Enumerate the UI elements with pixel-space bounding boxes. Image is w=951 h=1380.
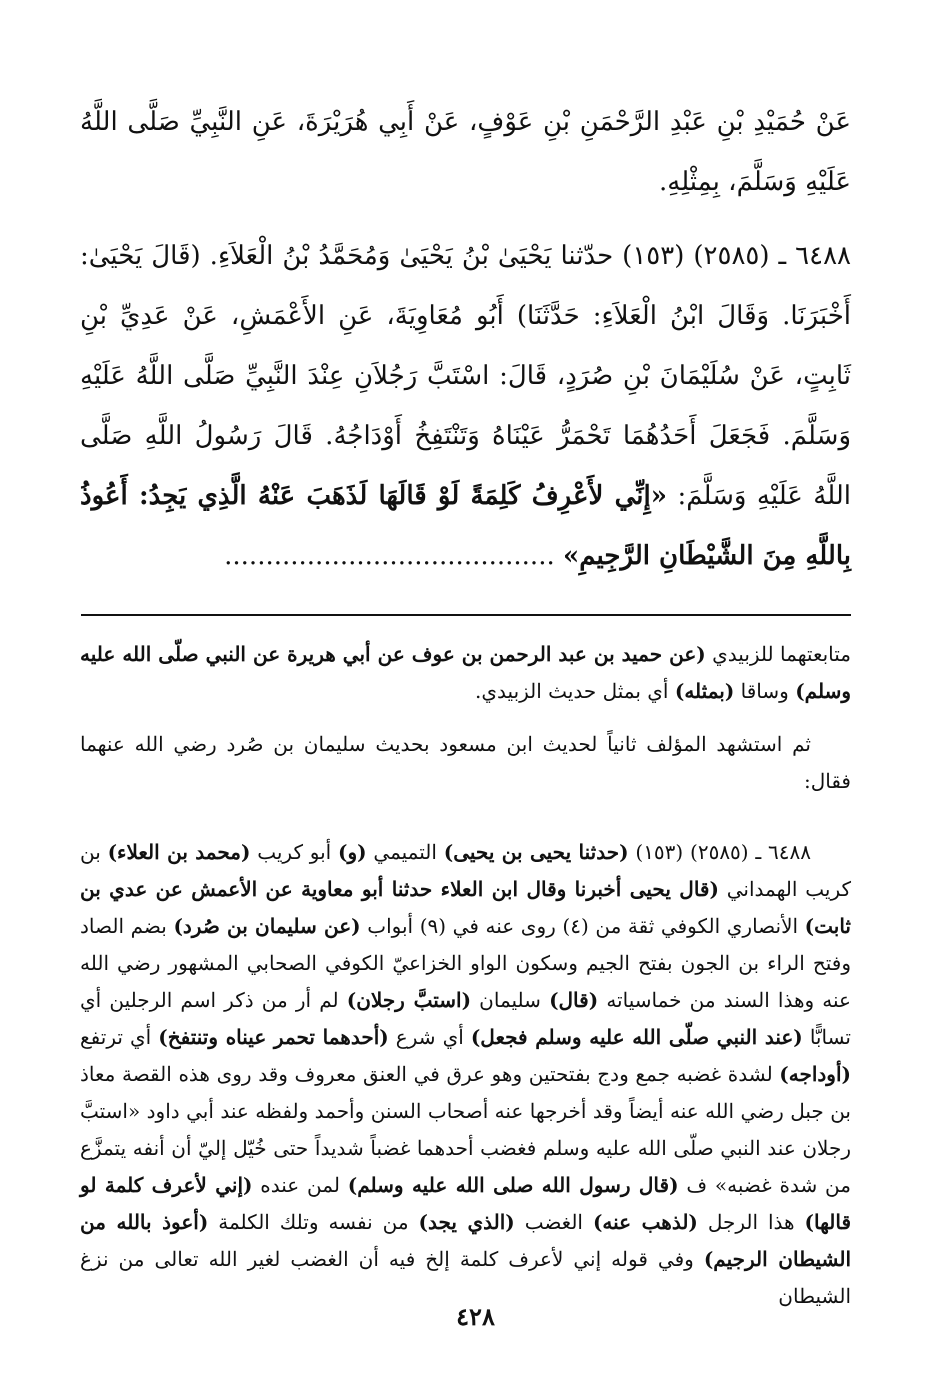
- p3-segment-18: أي ترتفع: [80, 1025, 159, 1049]
- hadith-line-1: عَنْ حُمَيْدِ بْنِ عَبْدِ الرَّحْمَنِ بْنِ عَوْفٍ، عَنْ أَبِي هُرَيْرَةَ، عَنِ النَّبِيِّ صَلَّى اللَّهُ عَلَيْهِ وَسَلَّمَ، بِمِثْلِهِ.: [80, 107, 851, 197]
- hadith-text: [80, 92, 851, 586]
- p3-segment-5: (محمد بن العلاء): [107, 840, 251, 864]
- p3-segment-2: التميمي: [366, 840, 444, 864]
- p1-segment-2: وساقا: [734, 679, 796, 703]
- p3-segment-26: الغضب: [514, 1210, 593, 1234]
- p3-segment-13: (استبَّ رجلان): [346, 988, 472, 1012]
- p3-segment-30: وفي قوله إني لأعرف كلمة إلخ فيه أن الغضب لغير الله تعالى من نزغ الشيطان: [80, 1247, 851, 1308]
- footnote-divider: [81, 614, 851, 616]
- p3-segment-17: (أحدهما تحمر عيناه وتنتفخ): [158, 1025, 389, 1049]
- p3-segment-8: الأنصاري الكوفي ثقة من (٤) روى عنه في (٩) أبواب: [360, 914, 805, 938]
- p3-segment-4: أبو كريب: [250, 840, 339, 864]
- commentary-paragraph-1: [80, 636, 851, 710]
- p3-segment-25: (لذهب عنه): [592, 1210, 698, 1234]
- p3-segment-10: بضم الصاد وفتح الراء بن الجون بفتح الجيم وسكون الواو الخزاعيّ الكوفي الصحابي المشهور رضي الله عنه وهذا السند من خماسياته: [80, 914, 851, 1012]
- p3-segment-12: سليمان: [471, 988, 550, 1012]
- p3-segment-20: لشدة غضبه جمع ودج بفتحتين وهو عرق في العنق معروف وقد روى هذه القصة معاذ بن جبل رضي الله عنه أيضاً وقد أخرجها عنه أصحاب السنن وأحمد ولفظه عند أبي داود «استبَّ رجلان عند النبي صلّى الله عليه وسلم فغضب أحدهما غضباً شديداً حتى خُيّل إليّ أن أنفه يتمزَّع من شدة غضبه» ف: [80, 1062, 851, 1197]
- p3-segment-21: (قال رسول الله صلى الله عليه وسلم): [347, 1173, 679, 1197]
- p3-segment-19: (أوداجه): [779, 1062, 851, 1086]
- p3-segment-7: (قال يحيى أخبرنا وقال ابن العلاء حدثنا أبو معاوية عن الأعمش عن عدي بن ثابت): [80, 877, 851, 938]
- p3-segment-29: (أعوذ بالله من الشيطان الرجيم): [80, 1210, 851, 1271]
- hadith-6488: [80, 226, 851, 586]
- commentary: [80, 636, 851, 1315]
- p3-segment-0: ٦٤٨٨ ـ (٢٥٨٥) (١٥٣): [628, 840, 812, 864]
- p3-segment-28: من نفسه وتلك الكلمة: [208, 1210, 419, 1234]
- hadith-6488-quote: «إِنِّي لأَعْرِفُ كَلِمَةً لَوْ قَالَهَا لَذَهَبَ عَنْهُ الَّذِي يَجِدُ: أَعُوذُ بِاللَّهِ مِنَ الشَّيْطَانِ الرَّجِيمِ»: [80, 481, 851, 571]
- p3-segment-3: (و): [338, 840, 367, 864]
- p3-segment-23: (إني لأعرف كلمة لو قالها): [80, 1173, 852, 1234]
- hadith-6488-text: ٦٤٨٨ ـ (٢٥٨٥) (١٥٣) حدّثنا يَحْيَىٰ بْنُ يَحْيَىٰ وَمُحَمَّدُ بْنُ الْعَلاَءِ. (قَالَ يَحْيَىٰ: أَخْبَرَنَا. وَقَالَ ابْنُ الْعَلاَءِ: حَدَّثَنَا) أَبُو مُعَاوِيَةَ، عَنِ الأَعْمَشِ، عَنْ عَدِيِّ بْنِ ثَابِتٍ، عَنْ سُلَيْمَانَ بْنِ صُرَدٍ، قَالَ: اسْتَبَّ رَجُلاَنِ عِنْدَ النَّبِيِّ صَلَّى اللَّهُ عَلَيْهِ وَسَلَّمَ. فَجَعَلَ أَحَدُهُمَا تَحْمَرُّ عَيْنَاهُ وَتَنْتَفِخُ أَوْدَاجُهُ. قَالَ رَسُولُ اللَّهِ صَلَّى اللَّهُ عَلَيْهِ وَسَلَّمَ:: [80, 241, 851, 511]
- page-number: ٤٢٨: [456, 1302, 495, 1331]
- commentary-paragraph-2: ثم استشهد المؤلف ثانياً لحديث ابن مسعود بحديث سليمان بن صُرد رضي الله عنهما فقال:: [80, 732, 851, 793]
- p3-segment-1: (حدثنا يحيى بن يحيى): [443, 840, 629, 864]
- p3-segment-6: بن كريب الهمداني: [80, 840, 852, 901]
- hadith-6488-dots: ........................................: [224, 541, 563, 571]
- p3-segment-14: لم أر من ذكر اسم الرجلين أي تسابًّا: [80, 988, 851, 1049]
- p3-segment-24: هذا الرجل: [697, 1210, 805, 1234]
- p1-segment-3: (بمثله): [674, 679, 735, 703]
- p1-segment-4: أي بمثل حديث الزبيدي.: [475, 679, 675, 703]
- p3-segment-11: (قال): [549, 988, 599, 1012]
- p3-segment-27: (الذي يجد): [418, 1210, 515, 1234]
- p1-segment-1: (عن حميد بن عبد الرحمن بن عوف عن أبي هريرة عن النبي صلّى الله عليه وسلم): [80, 642, 851, 703]
- commentary-paragraph-3: [80, 834, 851, 1315]
- p3-segment-22: لمن عنده: [252, 1173, 348, 1197]
- p3-segment-16: أي شرع: [388, 1025, 471, 1049]
- p1-segment-0: متابعتهما للزبيدي: [705, 642, 851, 666]
- p3-segment-15: (عند النبي صلّى الله عليه وسلم فجعل): [470, 1025, 803, 1049]
- p3-segment-9: (عن سليمان بن صُرد): [173, 914, 361, 938]
